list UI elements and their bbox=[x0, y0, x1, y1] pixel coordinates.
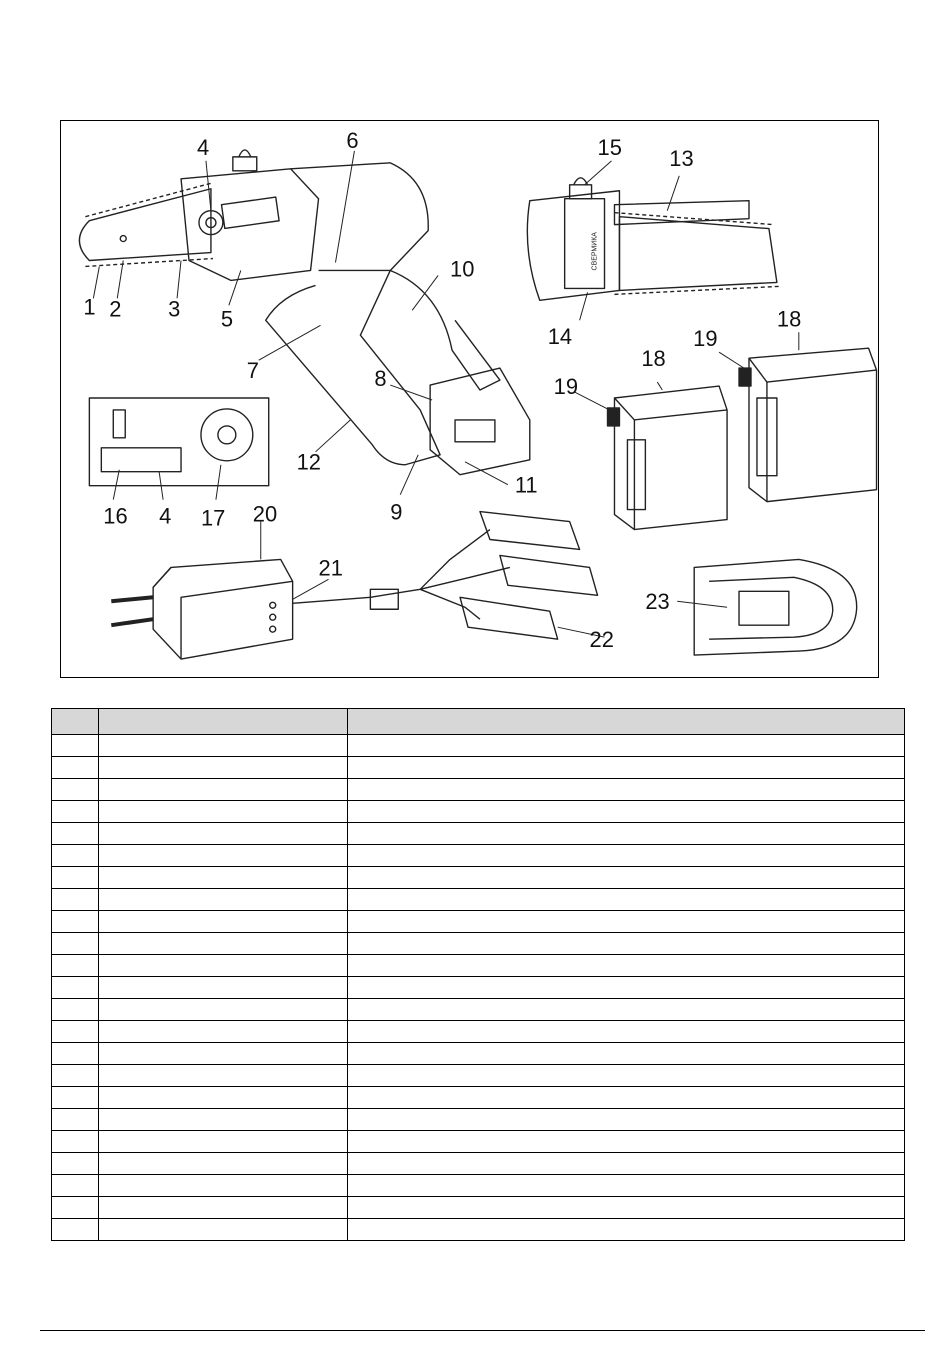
table-row bbox=[52, 757, 905, 779]
callout-5: 5 bbox=[220, 306, 234, 332]
table-cell bbox=[52, 955, 99, 977]
callout-8: 8 bbox=[374, 366, 387, 392]
connector-3 bbox=[460, 597, 558, 639]
table-row bbox=[52, 1109, 905, 1131]
table-cell bbox=[99, 735, 348, 757]
callout-19a: 19 bbox=[553, 374, 579, 400]
table-row bbox=[52, 1219, 905, 1241]
table-cell bbox=[52, 1219, 99, 1241]
table-row bbox=[52, 1087, 905, 1109]
detail-inset bbox=[89, 398, 268, 486]
callout-15: 15 bbox=[597, 134, 622, 160]
callout-19b: 19 bbox=[693, 326, 718, 352]
table-cell bbox=[348, 801, 905, 823]
table-row bbox=[52, 889, 905, 911]
callout-14: 14 bbox=[547, 324, 573, 350]
callout-12: 12 bbox=[296, 449, 321, 475]
table-cell bbox=[99, 779, 348, 801]
table-cell bbox=[52, 845, 99, 867]
table-cell bbox=[99, 1021, 348, 1043]
table-cell bbox=[348, 735, 905, 757]
table-cell bbox=[99, 999, 348, 1021]
table-cell bbox=[99, 1219, 348, 1241]
table-cell bbox=[99, 933, 348, 955]
header-cell-description bbox=[348, 709, 905, 735]
table-cell bbox=[99, 1153, 348, 1175]
table-cell bbox=[99, 889, 348, 911]
table-cell bbox=[348, 1131, 905, 1153]
header-cell-number bbox=[52, 709, 99, 735]
table-cell bbox=[99, 757, 348, 779]
callout-17: 17 bbox=[200, 505, 226, 531]
table-cell bbox=[348, 823, 905, 845]
table-cell bbox=[52, 801, 99, 823]
table-row bbox=[52, 933, 905, 955]
table-cell bbox=[52, 889, 99, 911]
callout-6: 6 bbox=[346, 127, 359, 153]
table-row bbox=[52, 911, 905, 933]
callout-11: 11 bbox=[514, 472, 538, 498]
table-cell bbox=[99, 1109, 348, 1131]
callout-4: 4 bbox=[196, 134, 210, 160]
table-row bbox=[52, 801, 905, 823]
parts-table-body bbox=[52, 735, 905, 1241]
inset-guide-bar bbox=[619, 217, 776, 291]
handle bbox=[266, 270, 440, 464]
table-cell bbox=[52, 757, 99, 779]
table-cell bbox=[348, 867, 905, 889]
callout-10: 10 bbox=[450, 256, 475, 282]
table-cell bbox=[348, 779, 905, 801]
table-cell bbox=[99, 867, 348, 889]
table-cell bbox=[52, 1109, 99, 1131]
table-cell bbox=[52, 911, 99, 933]
table-cell bbox=[348, 911, 905, 933]
callout-22: 22 bbox=[589, 627, 614, 653]
callout-23: 23 bbox=[645, 589, 670, 615]
table-row bbox=[52, 1065, 905, 1087]
table-cell bbox=[348, 1153, 905, 1175]
table-row bbox=[52, 1197, 905, 1219]
table-cell bbox=[99, 1043, 348, 1065]
table-row bbox=[52, 999, 905, 1021]
table-cell bbox=[99, 911, 348, 933]
table-cell bbox=[348, 1021, 905, 1043]
brand-label: СВЕРМИКА bbox=[591, 232, 599, 271]
battery-small bbox=[614, 386, 727, 529]
table-cell bbox=[348, 1197, 905, 1219]
table-cell bbox=[52, 1131, 99, 1153]
callout-20: 20 bbox=[252, 501, 278, 527]
table-cell bbox=[348, 1065, 905, 1087]
table-cell bbox=[348, 1109, 905, 1131]
table-cell bbox=[348, 1219, 905, 1241]
callout-1: 1 bbox=[83, 294, 96, 320]
table-cell bbox=[52, 977, 99, 999]
connector-1 bbox=[480, 512, 580, 550]
callout-16: 16 bbox=[103, 503, 128, 529]
table-row bbox=[52, 867, 905, 889]
battery-on-saw bbox=[430, 368, 530, 475]
table-row bbox=[52, 977, 905, 999]
connector-2 bbox=[500, 555, 598, 595]
parts-table bbox=[51, 708, 905, 1241]
table-row bbox=[52, 1021, 905, 1043]
table-row bbox=[52, 823, 905, 845]
table-cell bbox=[99, 955, 348, 977]
table-cell bbox=[99, 823, 348, 845]
callout-18a: 18 bbox=[641, 346, 666, 372]
table-cell bbox=[52, 823, 99, 845]
table-cell bbox=[52, 1065, 99, 1087]
table-cell bbox=[52, 1021, 99, 1043]
table-cell bbox=[52, 933, 99, 955]
table-cell bbox=[52, 867, 99, 889]
table-row bbox=[52, 845, 905, 867]
header-cell-name bbox=[99, 709, 348, 735]
callout-2: 2 bbox=[109, 296, 122, 322]
table-cell bbox=[99, 1197, 348, 1219]
table-cell bbox=[348, 999, 905, 1021]
battery-large bbox=[749, 348, 877, 501]
product-figure bbox=[60, 120, 879, 678]
callout-21: 21 bbox=[318, 555, 343, 581]
table-cell bbox=[348, 757, 905, 779]
table-cell bbox=[348, 955, 905, 977]
table-cell bbox=[348, 1087, 905, 1109]
table-cell bbox=[52, 1087, 99, 1109]
guide-bar bbox=[79, 189, 211, 261]
table-row bbox=[52, 1153, 905, 1175]
table-cell bbox=[348, 977, 905, 999]
table-cell bbox=[348, 889, 905, 911]
table-row bbox=[52, 1043, 905, 1065]
footer-divider bbox=[40, 1330, 925, 1331]
table-cell bbox=[99, 845, 348, 867]
table-row bbox=[52, 955, 905, 977]
table-cell bbox=[52, 779, 99, 801]
table-cell bbox=[99, 1087, 348, 1109]
table-row bbox=[52, 779, 905, 801]
table-cell bbox=[52, 1197, 99, 1219]
table-cell bbox=[348, 933, 905, 955]
table-row bbox=[52, 735, 905, 757]
table-cell bbox=[52, 999, 99, 1021]
callout-3: 3 bbox=[168, 296, 181, 322]
table-cell bbox=[348, 1175, 905, 1197]
table-cell bbox=[348, 1043, 905, 1065]
table-cell bbox=[99, 977, 348, 999]
callout-7: 7 bbox=[246, 358, 259, 384]
table-cell bbox=[52, 1043, 99, 1065]
table-cell bbox=[348, 845, 905, 867]
callout-18b: 18 bbox=[776, 306, 802, 332]
charger-adapter bbox=[153, 559, 292, 659]
table-cell bbox=[52, 735, 99, 757]
callout-13: 13 bbox=[669, 145, 694, 171]
table-row bbox=[52, 1175, 905, 1197]
table-cell bbox=[99, 1175, 348, 1197]
table-header-row bbox=[52, 709, 905, 735]
table-cell bbox=[52, 1153, 99, 1175]
table-cell bbox=[99, 1065, 348, 1087]
callout-4b: 4 bbox=[159, 503, 172, 529]
table-cell bbox=[99, 801, 348, 823]
callout-9: 9 bbox=[390, 499, 403, 525]
table-cell bbox=[52, 1175, 99, 1197]
table-cell bbox=[99, 1131, 348, 1153]
chainsaw-illustration bbox=[61, 121, 878, 677]
table-row bbox=[52, 1131, 905, 1153]
